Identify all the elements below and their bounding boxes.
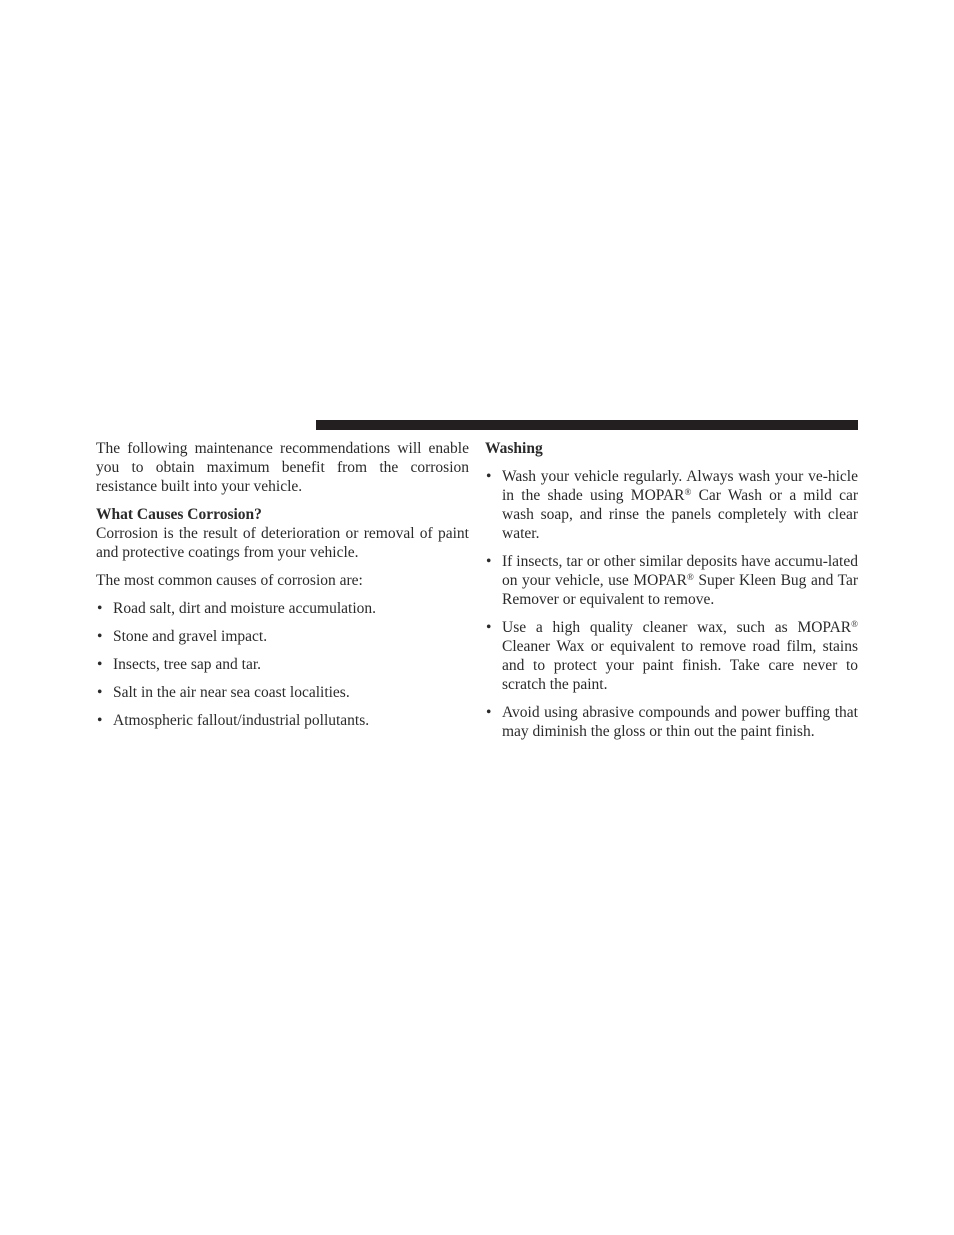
bullet-icon: •: [486, 619, 492, 636]
registered-mark: ®: [851, 619, 858, 629]
list-item: [485, 703, 858, 741]
section-heading-corrosion: What Causes Corrosion?: [96, 506, 262, 523]
left-column: [96, 439, 469, 739]
washing-text-cont: Super Kleen Bug and Tar Remover or equivalent to remove.: [502, 572, 858, 608]
list-item: [96, 627, 469, 646]
cause-text: Atmospheric fallout/industrial pollutants.: [113, 712, 370, 729]
intro-paragraph: The following maintenance recommendations will enable you to obtain maximum benefit from the corrosion resistance built into your vehicle.: [96, 440, 469, 495]
list-item: [485, 618, 858, 694]
registered-mark: ®: [684, 487, 692, 497]
bullet-icon: •: [97, 600, 103, 617]
washing-text: If insects, tar or other similar deposits have accumu-lated on your vehicle, use MOPAR: [502, 553, 858, 589]
list-item: [96, 655, 469, 674]
cause-text: Road salt, dirt and moisture accumulation.: [113, 600, 377, 617]
cause-text: Salt in the air near sea coast localities.: [113, 684, 350, 701]
bullet-icon: •: [97, 656, 103, 673]
list-item: [96, 599, 469, 618]
corrosion-definition: Corrosion is the result of deterioration or removal of paint and protective coatings from your vehicle.: [96, 525, 469, 561]
washing-list: [485, 467, 858, 741]
bullet-icon: •: [97, 684, 103, 701]
list-item: [96, 683, 469, 702]
list-item: [485, 467, 858, 543]
causes-list: [96, 599, 469, 730]
registered-mark: ®: [687, 572, 694, 582]
bullet-icon: •: [486, 704, 492, 721]
bullet-icon: •: [486, 553, 492, 570]
list-item: [96, 711, 469, 730]
cause-text: Stone and gravel impact.: [113, 628, 268, 645]
washing-text: Use a high quality cleaner wax, such as MOPAR: [502, 619, 852, 636]
cause-text: Insects, tree sap and tar.: [113, 656, 262, 673]
list-item: [485, 552, 858, 609]
washing-text-cont: Car Wash or a mild car wash soap, and rinse the panels completely with clear water.: [502, 487, 859, 542]
bullet-icon: •: [97, 712, 103, 729]
causes-intro: The most common causes of corrosion are:: [96, 572, 363, 589]
section-heading-washing: Washing: [485, 440, 543, 457]
bullet-icon: •: [486, 468, 492, 485]
washing-text: Wash your vehicle regularly. Always wash your ve-hicle in the shade using MOPAR: [502, 468, 858, 504]
section-header-rule: [316, 420, 858, 430]
washing-text-cont: Cleaner Wax or equivalent to remove road film, stains and to protect your paint finish. Take care never to scratch the paint.: [502, 638, 858, 693]
right-column: [485, 439, 858, 750]
washing-text: Avoid using abrasive compounds and power buffing that may diminish the gloss or thin out the paint finish.: [502, 704, 858, 740]
bullet-icon: •: [97, 628, 103, 645]
